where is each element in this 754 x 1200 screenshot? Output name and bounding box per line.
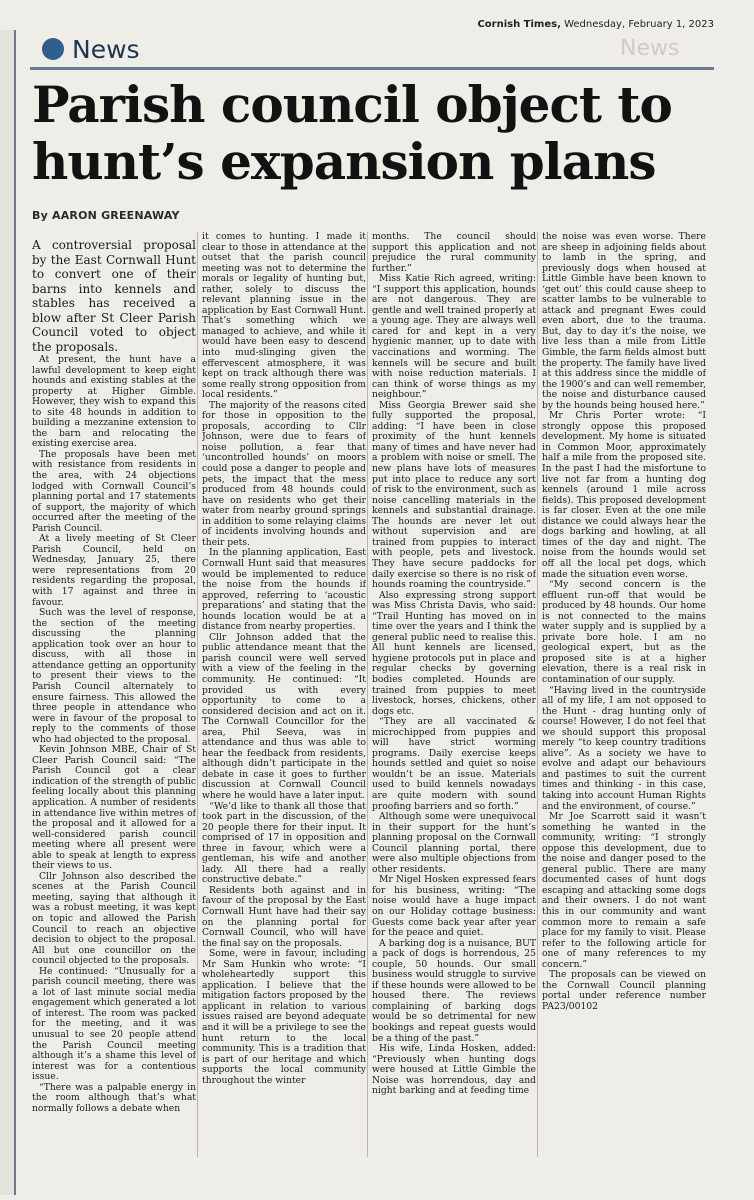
section-rule	[30, 67, 714, 70]
paragraph: Also expressing strong support was Miss Christa Davis, who said: “Trail Hunting has moved on in time over the years and I think the general public need to realise this. All hunt kennels are licensed, hygiene protocols put in place and regular checks by governing bodies completed. Hounds are trained from puppies to meet livestock, horses, chickens, other dogs etc.	[372, 589, 536, 717]
article-headline: Parish council object to hunt’s expansion plans	[32, 75, 672, 191]
paragraph: Residents both against and in favour of the proposal by the East Cornwall Hunt have had their say on the planning portal for Cornwall Council, who will have the final say on the proposals.	[202, 884, 366, 949]
paragraph: Although some were unequivocal in their support for the hunt’s planning proposal on the Cornwall Council planning portal, there were also multiple objections from other residents.	[372, 811, 536, 875]
paragraph: it comes to hunting. I made it clear to those in attendance at the outset that the parish council meeting was not to determine the morals or legality of hunting but, rather, solely to discuss the relevant planning issue in the application by East Cornwall Hunt. That’s something which we managed to achieve, and while it would have been easy to descend into mud-slinging given the effervescent atmosphere, it was kept on track although there was some really strong opposition from local residents.”	[202, 232, 366, 401]
paragraph: His wife, Linda Hosken, added: “Previously when hunting dogs were housed at Little Gimble the Noise was horrendous, day and night barking and at feeding time	[372, 1043, 536, 1097]
paragraph: In the planning application, East Cornwall Hunt said that measures would be implemented to reduce the noise from the hounds if approved, referring to ‘acoustic preparations’ and stating that the hounds location would be at a distance from nearby properties.	[202, 547, 366, 633]
paragraph: Miss Katie Rich agreed, writing: “I support this application, hounds are not dangerous. They are gentle and well trained properly at a young age. They are always well cared for and kept in a very hygienic manner, up to date with vaccinations and worming. The kennels will be secure and built with noise reduction materials. I can think of worse things as my neighbour.”	[372, 273, 536, 401]
paragraph: Kevin Johnson MBE, Chair of St Cleer Parish Council said: “The Parish Council got a clear indication of the strength of public feeling locally about this planning application. A number of residents in attendance live within metres of the proposal and it allowed for a well-considered parish council meeting where all present were able to speak at length to express their views to us.	[32, 744, 196, 872]
paragraph: The proposals can be viewed on the Cornwall Council planning portal under reference number PA23/00102	[542, 969, 706, 1012]
paragraph: Some, were in favour, including Mr Sam Hunkin who wrote: “I wholeheartedly support this application. I believe that the mitigation factors proposed by the applicant in relation to various issues raised are beyond adequate and it will be a privilege to see the hunt return to the local community. This is a tradition that is part of our heritage and which supports the local community throughout the winter	[202, 948, 366, 1086]
article-lead: A controversial proposal by the East Cornwall Hunt to convert one of their barns into kennels and stables has received a blow after St Cleer Parish Council voted to object the proposals.	[32, 238, 196, 354]
article-column-4	[542, 232, 706, 1157]
article-byline: By AARON GREENAWAY	[32, 209, 180, 222]
paragraph: Cllr Johnson also described the scenes at the Parish Council meeting, saying that although it was a robust meeting, it was kept on topic and allowed the Parish Council to reach an objective decision to object to the proposal. All but one councillor on the council objected to the proposals.	[32, 870, 196, 967]
section-label: News	[72, 34, 140, 64]
section-bullet-icon	[42, 38, 64, 60]
show-through-section-label: News	[620, 36, 680, 61]
paragraph: He continued: “Unusually for a parish council meeting, there was a lot of last minute social media engagement which generated a lot of interest. The room was packed for the meeting, and it was unusual to see 20 people attend the Parish Council meeting although it’s a shame this level of interest was for a contentious issue.	[32, 965, 196, 1083]
paragraph: “We’d like to thank all those that took part in the discussion, of the 20 people there for their input. It comprised of 17 in opposition and three in favour, which were a gentleman, his wife and another lady. All there had a really constructive debate.”	[202, 800, 366, 886]
paragraph: Miss Georgia Brewer said she fully supported the proposal, adding: “I have been in close proximity of the hunt kennels many of times and have never had a problem with noise or smell. The new plans have lots of measures put into place to reduce any sort of risk to the environment, such as noise cancelling materials in the kennels and substantial drainage. The hounds are never let out without supervision and are trained from puppies to interact with people, pets and livestock. They have secure paddocks for daily exercise so there is no risk of hounds roaming the countryside.”	[372, 399, 536, 591]
paragraph: “They are all vaccinated & microchipped from puppies and will have strict worming programs. Daily exercise keeps hounds settled and quiet so noise wouldn’t be an issue. Materials used to build kennels nowadays are quite modern with sound proofing barriers and so forth.”	[372, 716, 536, 812]
paragraph: the noise was even worse. There are sheep in adjoining fields about to lamb in the spring, and previously dogs when housed at Little Gimble have been known to ‘get out’ this could cause sheep to scatter lambs to be vulnerable to attack and pregnant Ewes could even abort, due to the trauma. But, day to day it’s the noise, we live less than a mile from Little Gimble, the farm fields almost butt the property. The family have lived at this address since the middle of the 1900’s and can well remember, the noise and disturbance caused by the hounds being housed here.”	[542, 232, 706, 411]
paragraph: Mr Chris Porter wrote: “I strongly oppose this proposed development. My home is situated in Common Moor, approximately half a mile from the proposed site. In the past I had the misfortune to live not far from a hunting dog kennels (around 1 mile across fields). This proposed development is far closer. Even at the one mile distance we could always hear the dogs barking and howling, at all times of the day and night. The noise from the hounds would set off all the local pet dogs, which made the situation even worse.	[542, 410, 706, 580]
column-divider	[537, 232, 538, 1157]
paragraph: Such was the level of response, the section of the meeting discussing the planning application took over an hour to discuss, with all those in attendance getting an opportunity to present their views to the Parish Council alternately to ensure fairness. This allowed the three people in attendance who were in favour of the proposal to reply to the comments of those who had objected to the proposal.	[32, 607, 196, 745]
paragraph: Cllr Johnson added that the public attendance meant that the parish council were well served with a view of the feeling in the community. He continued: “It provided us with every opportunity to come to a considered decision and act on it. The Cornwall Councillor for the area, Phil Seeva, was in attendance and thus was able to hear the feedback from residents, although didn’t participate in the debate in case it goes to further discussion at Cornwall Council where he would have a later input.	[202, 631, 366, 801]
adjacent-page-edge	[0, 30, 16, 1195]
paragraph: Mr Joe Scarrott said it wasn’t something he wanted in the community, writing: “I strongly oppose this development, due to the noise and danger posed to the general public. There are many documented cases of hunt dogs escaping and attacking some dogs and their owners. I do not want this in our community and want common more to remain a safe place for my family to visit. Please refer to the following article for one of many references to my concern.”	[542, 811, 706, 970]
column-divider	[367, 232, 368, 1157]
column-divider	[197, 232, 198, 1157]
article-column-1	[32, 238, 196, 1163]
paragraph: “My second concern is the effluent run-off that would be produced by 48 hounds. Our home is not connected to the mains water supply and is supplied by a private bore hole. I am no geological expert, but as the proposed site is at a higher elevation, there is a real risk in contamination of our supply.	[542, 579, 706, 685]
paragraph: “There was a palpable energy in the room although that’s what normally follows a debate when	[32, 1081, 196, 1114]
paragraph: Mr Nigel Hosken expressed fears for his business, writing: “The noise would have a huge impact on our Holiday cottage business: Guests come back year after year for the peace and quiet.	[372, 874, 536, 939]
issue-date: Wednesday, February 1, 2023	[564, 19, 714, 30]
article-column-2	[202, 232, 366, 1157]
section-header	[42, 34, 140, 64]
paragraph: “Having lived in the countryside all of my life, I am not opposed to the Hunt - drag hunting only of course! However, I do not feel that we should support this proposal merely “to keep country traditions alive”. As a society we have to evolve and adapt our behaviours and pastimes to suit the current times and thinking - in this case, taking into account Human Rights and the environment, of course.”	[542, 684, 706, 812]
article-column-3	[372, 232, 536, 1157]
paper-name: Cornish Times,	[477, 19, 561, 30]
paragraph: The majority of the reasons cited for those in opposition to the proposals, according to Cllr Johnson, were due to fears of noise pollution, a fear that ‘uncontrolled hounds’ on moors could pose a danger to people and pets, the impact that the mess produced from 48 hounds could have on residents who get their water from nearby ground springs in addition to some relaying claims of incidents involving hounds and their pets.	[202, 399, 366, 548]
paragraph: At present, the hunt have a lawful development to keep eight hounds and existing stables at the property at Higher Gimble. However, they wish to expand this to site 48 hounds in addition to building a mezzanine extension to the barn and relocating the existing exercise area.	[32, 354, 196, 450]
paragraph: At a lively meeting of St Cleer Parish Council, held on Wednesday, January 25, there were representations from 20 residents regarding the proposal, with 17 against and three in favour.	[32, 533, 196, 608]
paragraph: A barking dog is a nuisance, BUT a pack of dogs is horrendous, 25 couple, 50 hounds. Our small business would struggle to survive if these hounds were allowed to be housed there. The reviews complaining of barking dogs would be so detrimental for new bookings and repeat guests would be a thing of the past.”	[372, 937, 536, 1044]
paragraph: The proposals have been met with resistance from residents in the area, with 24 objections lodged with Cornwall Council’s planning portal and 17 statements of support, the majority of which occurred after the meeting of the Parish Council.	[32, 448, 196, 534]
paragraph: months. The council should support this application and not prejudice the rural community further.”	[372, 232, 536, 274]
masthead	[477, 19, 714, 30]
